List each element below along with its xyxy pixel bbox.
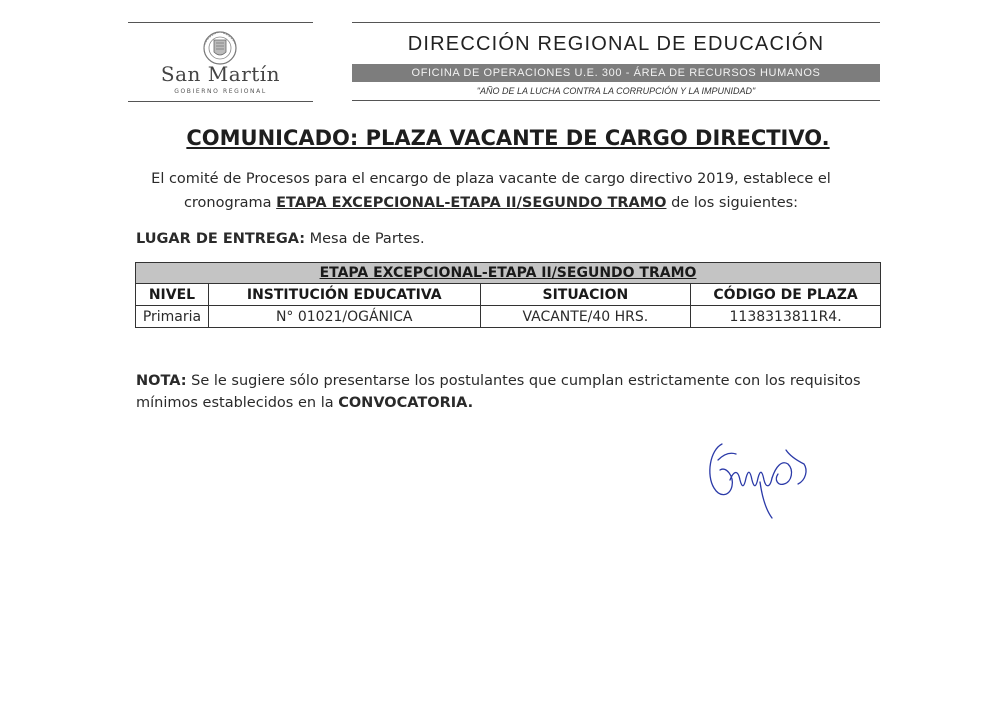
delivery-place [136, 231, 425, 247]
logo-top-rule [128, 22, 313, 23]
office-band: OFICINA DE OPERACIONES U.E. 300 - ÁREA DE RECURSOS HUMANOS [352, 64, 880, 82]
cell-nivel: Primaria [136, 306, 209, 328]
vacancy-table [135, 262, 881, 328]
col-header-codigo: CÓDIGO DE PLAZA [691, 284, 881, 306]
table-row [136, 306, 881, 328]
cell-institucion: N° 01021/OGÁNICA [208, 306, 480, 328]
logo-subtitle: GOBIERNO REGIONAL [174, 88, 267, 95]
institution-title: DIRECCIÓN REGIONAL DE EDUCACIÓN [407, 33, 825, 55]
note-label: NOTA: [136, 373, 187, 389]
delivery-place-label: LUGAR DE ENTREGA: [136, 231, 306, 247]
letterhead [352, 22, 880, 100]
letterhead-bottom-rule [352, 100, 880, 101]
logo-name: San Martín [160, 62, 281, 86]
cell-codigo: 1138313811R4. [691, 306, 881, 328]
note-bold-end: CONVOCATORIA. [338, 395, 474, 411]
logo-bottom-rule [128, 101, 313, 102]
year-motto: "AÑO DE LA LUCHA CONTRA LA CORRUPCIÓN Y LA IMPUNIDAD" [476, 86, 756, 96]
intro-line-2 [0, 195, 982, 211]
table-band-row [136, 263, 881, 284]
note-paragraph [136, 370, 896, 414]
table-band: ETAPA EXCEPCIONAL-ETAPA II/SEGUNDO TRAMO [136, 263, 881, 284]
page-title: COMUNICADO: PLAZA VACANTE DE CARGO DIRECTIVO. [186, 126, 830, 150]
intro-line-2-pre: cronograma [183, 195, 272, 211]
logo-block [128, 22, 313, 102]
col-header-nivel: NIVEL [136, 284, 209, 306]
intro-line-2-bold: ETAPA EXCEPCIONAL-ETAPA II/SEGUNDO TRAMO [276, 195, 667, 211]
intro-line-1: El comité de Procesos para el encargo de plaza vacante de cargo directivo 2019, establece el [151, 171, 831, 187]
cell-situacion: VACANTE/40 HRS. [480, 306, 691, 328]
handwritten-signature [700, 430, 820, 525]
delivery-place-value: Mesa de Partes. [309, 231, 425, 247]
intro-line-2-post: de los siguientes: [671, 195, 799, 211]
col-header-situacion: SITUACION [480, 284, 691, 306]
letterhead-top-rule [352, 22, 880, 23]
table-header-row [136, 284, 881, 306]
col-header-institucion: INSTITUCIÓN EDUCATIVA [208, 284, 480, 306]
note-text: Se le sugiere sólo presentarse los postulantes que cumplan estrictamente con los requisitos mínimos establecidos en la [136, 373, 861, 411]
